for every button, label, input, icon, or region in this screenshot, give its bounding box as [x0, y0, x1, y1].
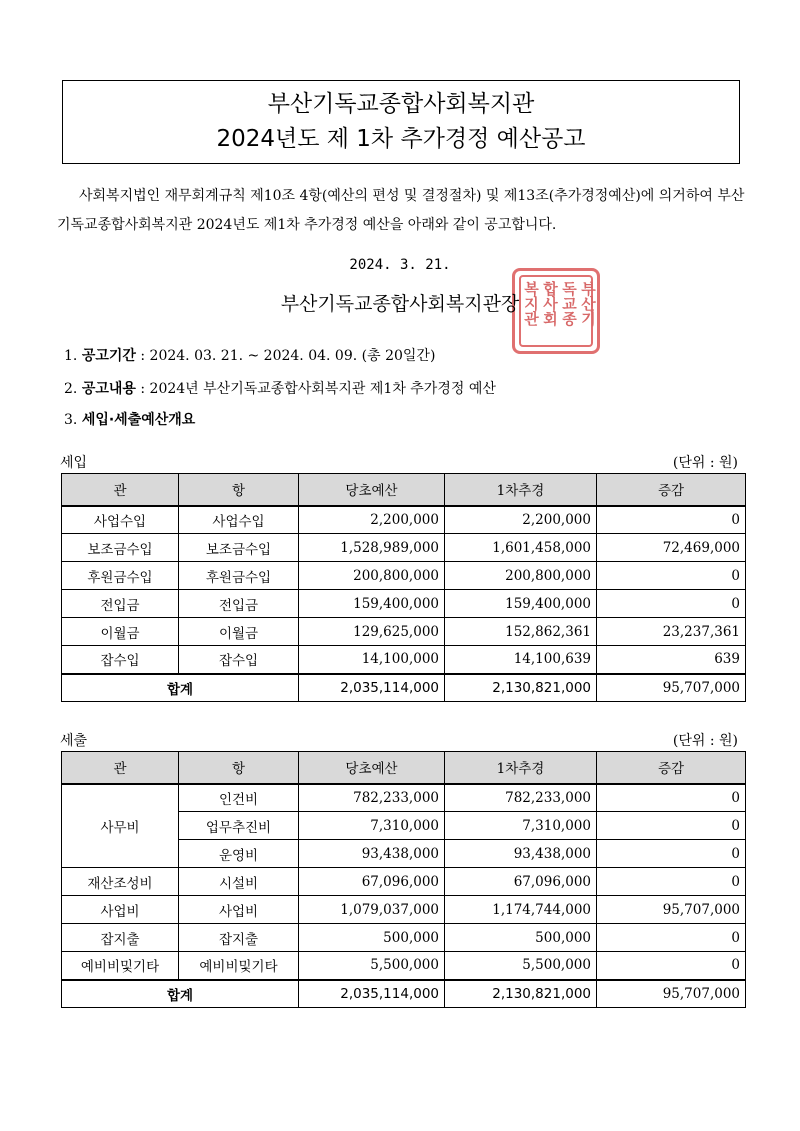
col-header-change: 증감	[597, 474, 746, 506]
cell-hang: 운영비	[179, 840, 299, 868]
cell-original: 129,625,000	[299, 618, 445, 646]
col-header-revised: 1차추경	[445, 752, 597, 784]
seal-glyph: 독교종	[560, 281, 578, 326]
cell-original: 1,079,037,000	[299, 896, 445, 924]
col-header-hang: 항	[179, 752, 299, 784]
cell-revised: 5,500,000	[445, 952, 597, 980]
revenue-unit: (단위 : 원)	[672, 455, 738, 471]
cell-revised: 2,200,000	[445, 506, 597, 534]
cell-change: 0	[597, 924, 746, 952]
cell-revised: 7,310,000	[445, 812, 597, 840]
cell-original: 5,500,000	[299, 952, 445, 980]
cell-original: 782,233,000	[299, 784, 445, 812]
cell-original: 2,200,000	[299, 506, 445, 534]
table-row	[62, 646, 746, 674]
expenditure-section-label: 세출	[60, 733, 88, 749]
cell-change: 0	[597, 840, 746, 868]
cell-revised: 500,000	[445, 924, 597, 952]
total-revised: 2,130,821,000	[445, 980, 597, 1008]
cell-revised: 782,233,000	[445, 784, 597, 812]
cell-gwan: 예비비및기타	[62, 952, 179, 980]
cell-change: 0	[597, 784, 746, 812]
cell-hang: 예비비및기타	[179, 952, 299, 980]
cell-original: 200,800,000	[299, 562, 445, 590]
cell-hang: 사업수입	[179, 506, 299, 534]
cell-gwan: 사업비	[62, 896, 179, 924]
expenditure-table	[61, 751, 746, 1008]
total-change: 95,707,000	[597, 980, 746, 1008]
table-header-row	[62, 474, 746, 506]
cell-change: 95,707,000	[597, 896, 746, 924]
intro-paragraph: 사회복지법인 재무회계규칙 제10조 4항(예산의 편성 및 결정절차) 및 제13조(추가경정예산)에 의거하여 부산기독교종합사회복지관 2024년도 제1차 추가경정 예산을 아래와 같이 공고합니다.	[57, 188, 745, 233]
cell-revised: 152,862,361	[445, 618, 597, 646]
cell-revised: 1,174,744,000	[445, 896, 597, 924]
list-value: : 2024. 03. 21. ~ 2024. 04. 09. (총 20일간)	[140, 348, 436, 364]
revenue-table	[61, 473, 746, 702]
col-header-gwan: 관	[62, 474, 179, 506]
table-row	[62, 952, 746, 980]
cell-revised: 1,601,458,000	[445, 534, 597, 562]
col-header-change: 증감	[597, 752, 746, 784]
list-item-period	[64, 345, 435, 365]
cell-hang: 후원금수입	[179, 562, 299, 590]
cell-hang: 보조금수입	[179, 534, 299, 562]
col-header-original: 당초예산	[299, 474, 445, 506]
cell-change: 72,469,000	[597, 534, 746, 562]
cell-original: 1,528,989,000	[299, 534, 445, 562]
expenditure-unit: (단위 : 원)	[672, 733, 738, 749]
total-row	[62, 674, 746, 702]
table-row	[62, 868, 746, 896]
cell-hang: 잡지출	[179, 924, 299, 952]
table-row	[62, 896, 746, 924]
cell-revised: 159,400,000	[445, 590, 597, 618]
col-header-original: 당초예산	[299, 752, 445, 784]
cell-hang: 업무추진비	[179, 812, 299, 840]
cell-hang: 전입금	[179, 590, 299, 618]
cell-gwan: 재산조성비	[62, 868, 179, 896]
cell-change: 0	[597, 562, 746, 590]
signatory: 부산기독교종합사회복지관장	[280, 293, 520, 315]
cell-gwan: 이월금	[62, 618, 179, 646]
cell-revised: 93,438,000	[445, 840, 597, 868]
table-row	[62, 590, 746, 618]
seal-glyph: 부산기	[579, 281, 597, 326]
title-line-1: 부산기독교종합사회복지관	[267, 91, 535, 117]
list-num: 2.	[64, 381, 78, 397]
title-box	[62, 80, 740, 164]
col-header-hang: 항	[179, 474, 299, 506]
cell-gwan: 잡수입	[62, 646, 179, 674]
announcement-date: 2024. 3. 21.	[349, 257, 451, 273]
cell-hang: 시설비	[179, 868, 299, 896]
list-num: 3.	[64, 412, 78, 428]
cell-hang: 이월금	[179, 618, 299, 646]
cell-gwan: 후원금수입	[62, 562, 179, 590]
list-label: 공고기간	[81, 348, 136, 364]
table-row	[62, 618, 746, 646]
total-label: 합계	[62, 980, 299, 1008]
table-header-row	[62, 752, 746, 784]
seal-glyph: 합사회	[541, 281, 559, 326]
revenue-section-label: 세입	[60, 455, 88, 471]
total-row	[62, 980, 746, 1008]
total-revised: 2,130,821,000	[445, 674, 597, 702]
cell-gwan: 사무비	[62, 784, 179, 868]
cell-original: 7,310,000	[299, 812, 445, 840]
table-row	[62, 506, 746, 534]
list-item-overview	[64, 409, 195, 429]
table-row	[62, 784, 746, 812]
cell-original: 67,096,000	[299, 868, 445, 896]
cell-revised: 200,800,000	[445, 562, 597, 590]
cell-gwan: 사업수입	[62, 506, 179, 534]
table-row	[62, 534, 746, 562]
cell-revised: 67,096,000	[445, 868, 597, 896]
cell-change: 0	[597, 506, 746, 534]
cell-original: 159,400,000	[299, 590, 445, 618]
list-label: 세입·세출예산개요	[81, 412, 196, 428]
cell-revised: 14,100,639	[445, 646, 597, 674]
col-header-revised: 1차추경	[445, 474, 597, 506]
cell-change: 0	[597, 590, 746, 618]
list-item-content	[64, 378, 496, 398]
cell-change: 0	[597, 812, 746, 840]
cell-gwan: 잡지출	[62, 924, 179, 952]
cell-hang: 잡수입	[179, 646, 299, 674]
cell-gwan: 보조금수입	[62, 534, 179, 562]
title-line-2: 2024년도 제 1차 추가경정 예산공고	[216, 126, 586, 152]
cell-change: 0	[597, 952, 746, 980]
seal-glyph: 복지관	[522, 281, 540, 326]
cell-change: 23,237,361	[597, 618, 746, 646]
cell-original: 93,438,000	[299, 840, 445, 868]
cell-change: 639	[597, 646, 746, 674]
cell-change: 0	[597, 868, 746, 896]
cell-original: 14,100,000	[299, 646, 445, 674]
total-label: 합계	[62, 674, 299, 702]
total-original: 2,035,114,000	[299, 674, 445, 702]
total-original: 2,035,114,000	[299, 980, 445, 1008]
cell-hang: 인건비	[179, 784, 299, 812]
list-num: 1.	[64, 348, 78, 364]
list-label: 공고내용	[81, 381, 136, 397]
total-change: 95,707,000	[597, 674, 746, 702]
cell-original: 500,000	[299, 924, 445, 952]
list-value: : 2024년 부산기독교종합사회복지관 제1차 추가경정 예산	[140, 381, 496, 397]
table-row	[62, 562, 746, 590]
cell-hang: 사업비	[179, 896, 299, 924]
col-header-gwan: 관	[62, 752, 179, 784]
cell-gwan: 전입금	[62, 590, 179, 618]
table-row	[62, 924, 746, 952]
